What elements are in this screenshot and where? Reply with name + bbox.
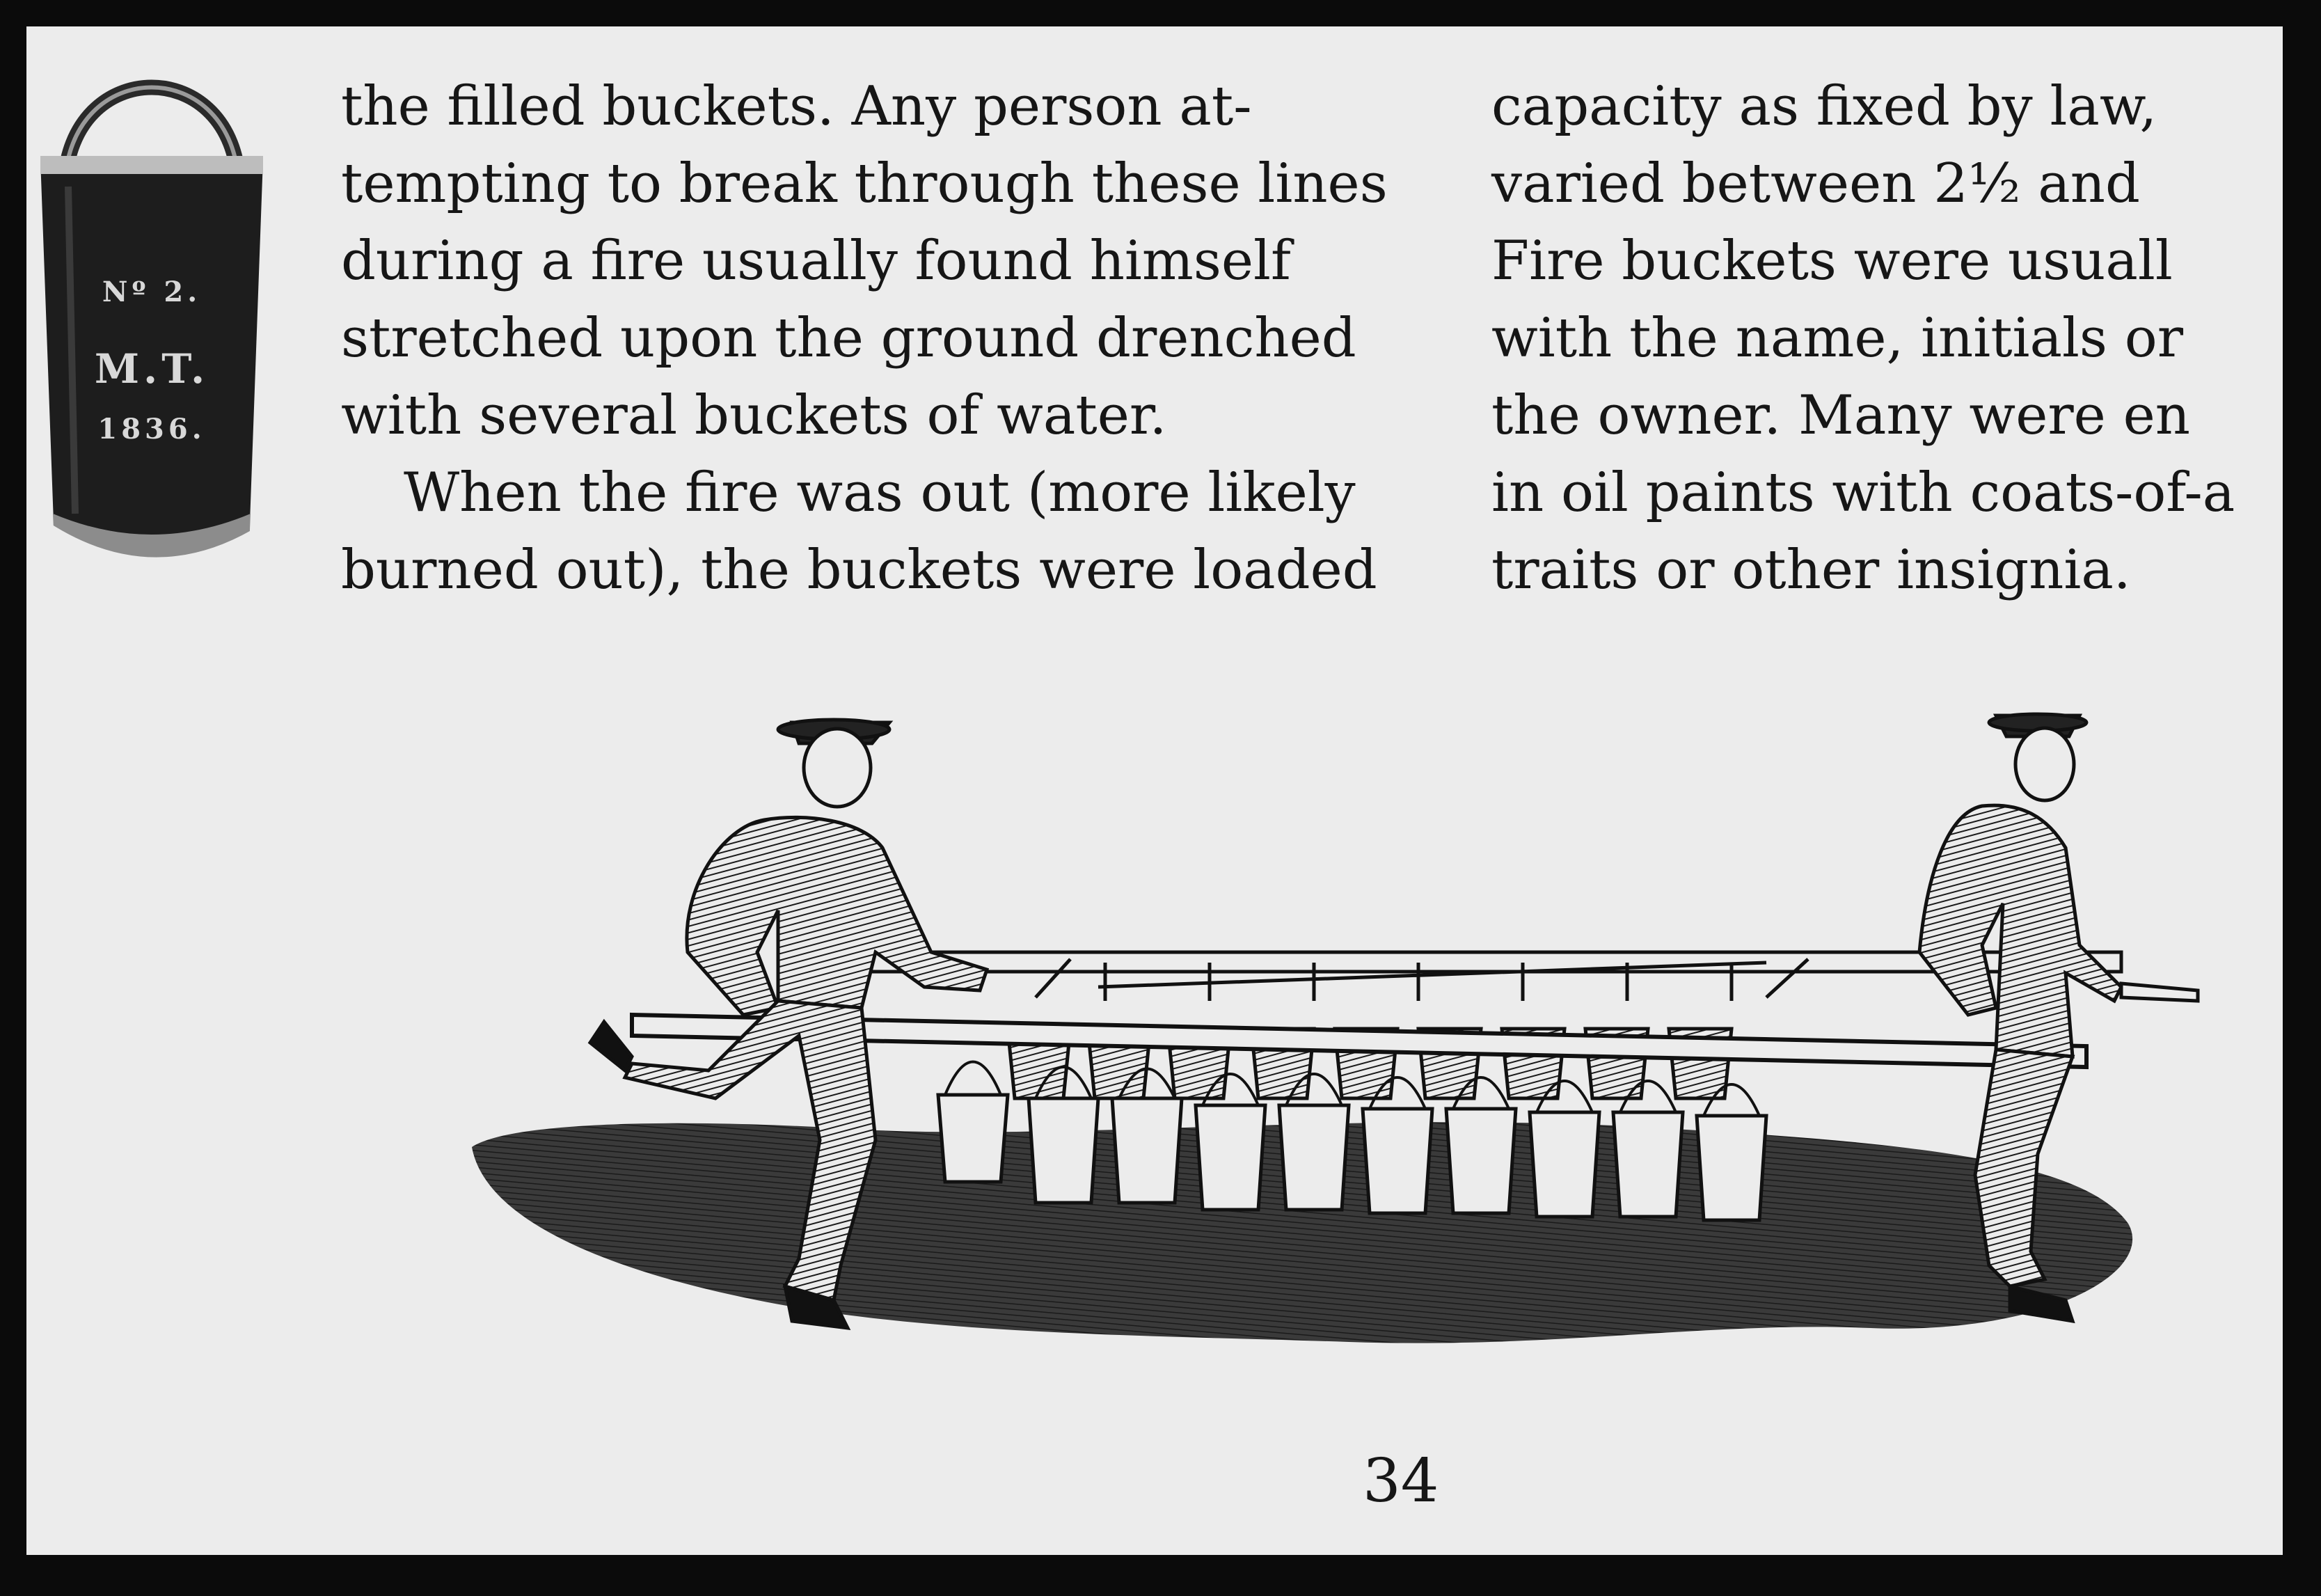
bucket-year: 1836. [97, 413, 206, 445]
text-line: varied between 2½ and [1491, 152, 2140, 215]
text-line: the filled buckets. Any person at- [341, 75, 1252, 138]
text-line: with several buckets of water. [341, 384, 1167, 447]
text-line: burned out), the buckets were loaded [341, 539, 1377, 601]
text-line: stretched upon the ground drenched [341, 307, 1356, 370]
text-line: traits or other insignia. [1491, 539, 2131, 601]
bucket-initials: M.T. [94, 345, 209, 393]
page-number: 34 [1363, 1446, 1439, 1516]
bucket-carriers-illustration [26, 26, 2283, 1555]
text-line: with the name, initials or [1491, 307, 2184, 370]
book-page [26, 26, 2283, 1555]
text-line: tempting to break through these lines [341, 152, 1388, 215]
bucket-number: Nº 2. [102, 276, 202, 308]
text-line: during a fire usually found himself [341, 230, 1291, 292]
text-line: Fire buckets were usuall [1491, 230, 2173, 292]
text-line: in oil paints with coats-of-a [1491, 461, 2235, 524]
text-line: the owner. Many were en [1491, 384, 2190, 447]
text-line: When the fire was out (more likely [404, 461, 1356, 524]
text-line: capacity as fixed by law, [1491, 75, 2157, 138]
